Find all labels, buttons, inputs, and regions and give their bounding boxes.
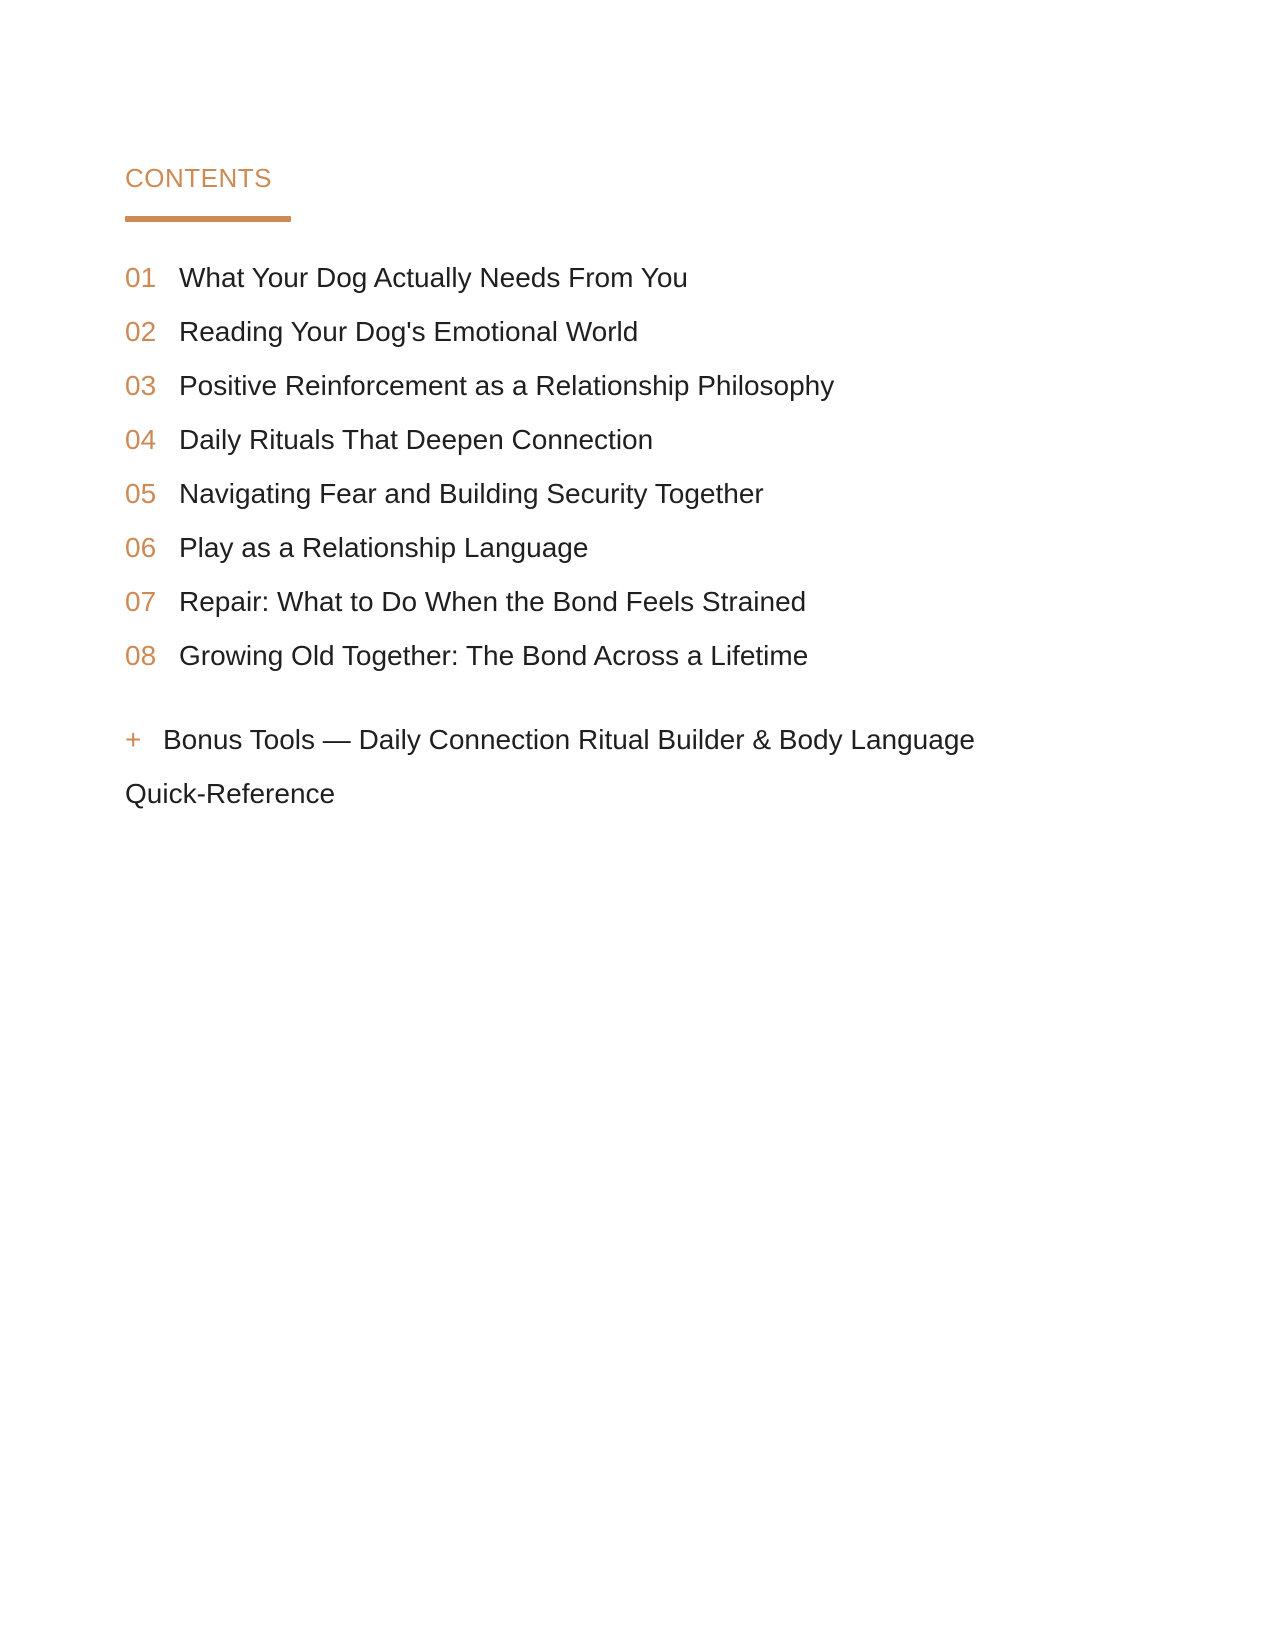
chapter-title: Reading Your Dog's Emotional World [179, 316, 639, 347]
chapter-number: 04 [125, 424, 157, 455]
chapter-number: 02 [125, 316, 157, 347]
chapter-title: Navigating Fear and Building Security Together [179, 478, 764, 509]
toc-item-06[interactable] [125, 530, 834, 584]
toc-item-02[interactable] [125, 314, 834, 368]
chapter-number: 06 [125, 532, 157, 563]
toc-item-03[interactable] [125, 368, 834, 422]
toc-item-01[interactable] [125, 260, 834, 314]
table-of-contents [125, 260, 834, 692]
toc-item-04[interactable] [125, 422, 834, 476]
chapter-title: What Your Dog Actually Needs From You [179, 262, 688, 293]
chapter-title: Positive Reinforcement as a Relationship Philosophy [179, 370, 835, 401]
toc-item-05[interactable] [125, 476, 834, 530]
plus-icon: + [125, 724, 142, 755]
heading-underline [125, 216, 291, 222]
toc-item-bonus[interactable] [125, 713, 1005, 821]
chapter-title: Growing Old Together: The Bond Across a Lifetime [179, 640, 809, 671]
chapter-number: 05 [125, 478, 157, 509]
chapter-number: 01 [125, 262, 157, 293]
chapter-title: Daily Rituals That Deepen Connection [179, 424, 654, 455]
contents-heading: CONTENTS [125, 163, 272, 193]
toc-item-07[interactable] [125, 584, 834, 638]
bonus-title: Bonus Tools — Daily Connection Ritual Builder & Body Language Quick-Reference [125, 724, 975, 809]
toc-item-08[interactable] [125, 638, 834, 692]
chapter-title: Play as a Relationship Language [179, 532, 589, 563]
chapter-number: 03 [125, 370, 157, 401]
chapter-number: 07 [125, 586, 157, 617]
chapter-number: 08 [125, 640, 157, 671]
chapter-title: Repair: What to Do When the Bond Feels Strained [179, 586, 807, 617]
